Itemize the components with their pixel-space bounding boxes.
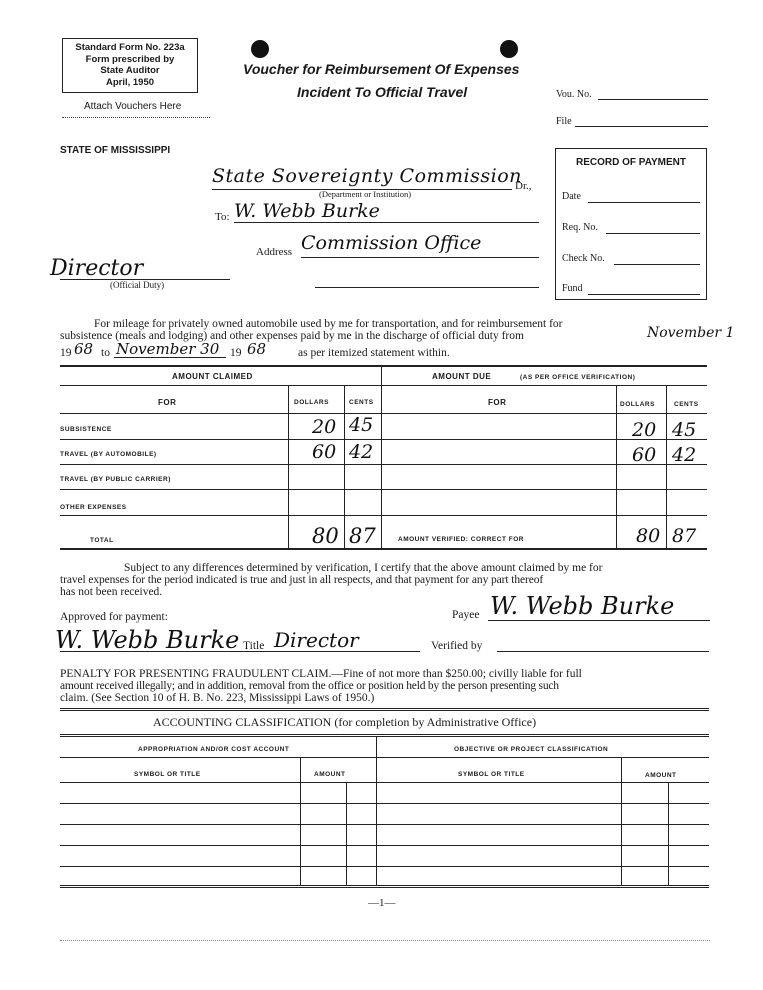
title-value[interactable]: Director (274, 628, 359, 652)
department-value[interactable]: State Sovereignty Commission (212, 165, 522, 187)
penalty-line-1: PENALTY FOR PRESENTING FRAUDULENT CLAIM.—Fine of not more than $250.00; civilly liable for full (60, 668, 582, 680)
row-subsistence-cents[interactable]: 45 (349, 414, 374, 436)
row-label-travel-public: TRAVEL (BY PUBLIC CARRIER) (60, 476, 171, 483)
record-of-payment-box (555, 148, 707, 300)
claim-dollars-divider-left (288, 385, 289, 548)
verified-dollars[interactable]: 80 (636, 525, 661, 547)
page-number: —1— (368, 897, 396, 909)
row-label-other: OTHER EXPENSES (60, 504, 127, 511)
accounting-left-amount-label: AMOUNT (314, 771, 346, 778)
row-label-travel-auto: TRAVEL (BY AUTOMOBILE) (60, 451, 157, 458)
form-title-line-1: Voucher for Reimbursement Of Expenses (243, 61, 520, 77)
due-subsistence-dollars[interactable]: 20 (632, 419, 657, 441)
sf-line-2: Form prescribed by (85, 53, 175, 65)
accounting-row-rule-4 (60, 845, 709, 846)
verified-by-line[interactable] (497, 651, 709, 652)
record-req-line[interactable] (606, 233, 700, 234)
due-subsistence-cents[interactable]: 45 (672, 419, 697, 441)
verified-cents[interactable]: 87 (672, 525, 697, 547)
row-travel-auto-dollars[interactable]: 60 (312, 441, 337, 463)
form-title-line-2: Incident To Official Travel (297, 84, 468, 100)
title-label: Title (243, 640, 265, 652)
accounting-row-rule-1 (60, 782, 709, 783)
claim-for-label: FOR (158, 398, 177, 407)
due-dollars-label: DOLLARS (620, 401, 655, 408)
claim-row-rule-1 (60, 439, 707, 440)
penalty-divider (60, 708, 709, 711)
state-seal-icon (251, 40, 269, 58)
accounting-row-rule-2 (60, 803, 709, 804)
file-line[interactable] (575, 126, 708, 127)
address-label: Address (256, 246, 293, 258)
claim-cents-label: CENTS (349, 399, 374, 406)
amount-claimed-header: AMOUNT CLAIMED (172, 372, 253, 381)
statement-year-prefix-1: 19 (60, 347, 72, 359)
statement-to-value[interactable]: November 30 (116, 340, 220, 358)
amount-due-header: AMOUNT DUE (432, 372, 492, 381)
sf-line-3: State Auditor (100, 65, 160, 76)
accounting-table-bottom (60, 885, 709, 888)
sf-line-4: April, 1950 (105, 76, 155, 88)
to-value[interactable]: W. Webb Burke (234, 200, 380, 222)
accounting-left-cents-divider (346, 782, 347, 885)
payee-line (488, 620, 710, 621)
accounting-mid-divider (376, 737, 377, 885)
total-cents[interactable]: 87 (349, 524, 376, 548)
statement-line-2: subsistence (meals and lodging) and other expenses paid by me in the discharge of official duty from (60, 330, 524, 342)
address-value[interactable]: Commission Office (301, 232, 482, 254)
claim-dollars-divider-right (616, 385, 617, 548)
department-caption: (Department or Institution) (319, 189, 412, 199)
claim-cents-divider-left (344, 385, 345, 548)
statement-to-line (114, 357, 226, 358)
penalty-line-3: claim. (See Section 10 of H. B. No. 223, Mississippi Laws of 1950.) (60, 692, 375, 704)
file-label: File (556, 116, 572, 127)
claim-row-rule-4 (60, 515, 707, 516)
vou-no-label: Vou. No. (556, 89, 592, 100)
statement-from-value[interactable]: November 1 (647, 325, 735, 341)
approver-signature[interactable]: W. Webb Burke (55, 626, 240, 654)
total-label: TOTAL (90, 537, 114, 544)
total-dollars[interactable]: 80 (312, 524, 339, 548)
amount-due-note: (AS PER OFFICE VERIFICATION) (520, 374, 636, 381)
accounting-row-rule-3 (60, 824, 709, 825)
accounting-table-top (60, 734, 709, 737)
accounting-right-cents-divider (668, 782, 669, 885)
record-check-line[interactable] (614, 264, 700, 265)
claim-row-rule-2 (60, 464, 707, 465)
official-duty-caption: (Official Duty) (110, 280, 165, 290)
claim-header-rule (60, 385, 707, 386)
state-label: STATE OF MISSISSIPPI (60, 145, 171, 156)
statement-year-prefix-2: 19 (230, 347, 242, 359)
accounting-right-amount-label: AMOUNT (645, 772, 677, 779)
record-of-payment-title: RECORD OF PAYMENT (575, 157, 686, 168)
approved-label: Approved for payment: (60, 611, 168, 623)
row-travel-auto-cents[interactable]: 42 (349, 441, 374, 463)
claim-colhead-rule (60, 413, 707, 414)
certification-line-2: travel expenses for the period indicated is true and just in all respects, and that payment for any part thereof (60, 574, 544, 586)
accounting-row-rule-5 (60, 866, 709, 867)
record-req-label: Req. No. (562, 222, 598, 233)
address-line-2 (315, 287, 539, 288)
accounting-right-symbol-label: SYMBOL OR TITLE (458, 771, 525, 778)
statement-line-3-end: as per itemized statement within. (298, 347, 450, 359)
claim-table-bottom (60, 548, 707, 550)
due-for-label: FOR (488, 398, 507, 407)
to-label: To: (215, 211, 230, 223)
dr-label: Dr., (515, 180, 532, 192)
record-fund-line[interactable] (588, 294, 700, 295)
record-check-label: Check No. (562, 253, 605, 264)
verified-by-label: Verified by (431, 640, 483, 652)
payee-signature[interactable]: W. Webb Burke (490, 592, 675, 620)
due-cents-label: CENTS (674, 401, 699, 408)
verified-label: AMOUNT VERIFIED: CORRECT FOR (398, 536, 524, 543)
title-line (60, 651, 420, 652)
claim-row-rule-3 (60, 489, 707, 490)
claim-table-top (60, 365, 707, 367)
statement-to-word: to (101, 347, 110, 359)
record-date-line[interactable] (588, 202, 700, 203)
accounting-title: ACCOUNTING CLASSIFICATION (for completion by Administrative Office) (153, 715, 537, 729)
accounting-right-header: OBJECTIVE OR PROJECT CLASSIFICATION (454, 746, 609, 753)
bottom-cut-line (60, 940, 710, 941)
attach-vouchers-label: Attach Vouchers Here (84, 101, 182, 112)
statement-year-2[interactable]: 68 (247, 340, 267, 358)
record-fund-label: Fund (562, 283, 583, 294)
statement-year-1[interactable]: 68 (74, 340, 94, 358)
due-travel-auto-cents[interactable]: 42 (672, 444, 697, 466)
due-travel-auto-dollars[interactable]: 60 (632, 444, 657, 466)
accounting-left-symbol-label: SYMBOL OR TITLE (134, 771, 201, 778)
payee-label: Payee (452, 609, 480, 621)
attach-divider (62, 117, 210, 118)
row-label-subsistence: SUBSISTENCE (60, 426, 112, 433)
penalty-line-2: amount received illegally; and in addition, removal from the office or position held by the person presenting such (60, 680, 559, 692)
record-date-label: Date (562, 191, 581, 202)
claim-dollars-label: DOLLARS (294, 399, 329, 406)
accounting-header-rule (60, 757, 709, 758)
claim-cents-divider-right (666, 385, 667, 548)
standard-form-box (62, 38, 198, 93)
sf-line-1: Standard Form No. 223a (75, 42, 185, 53)
vou-no-line[interactable] (598, 99, 708, 100)
statement-line-1: For mileage for privately owned automobile used by me for transportation, and for reimbursement for (94, 318, 563, 330)
row-subsistence-dollars[interactable]: 20 (312, 416, 337, 438)
official-duty-value[interactable]: Director (50, 256, 144, 281)
accounting-left-header: APPROPRIATION AND/OR COST ACCOUNT (138, 746, 290, 753)
certification-line-1: Subject to any differences determined by verification, I certify that the above amount claimed by me for (124, 562, 603, 574)
address-line (301, 257, 539, 258)
state-seal-icon-right (500, 40, 518, 58)
to-line (234, 222, 539, 223)
claim-mid-divider (381, 365, 382, 548)
certification-line-3: has not been received. (60, 586, 163, 598)
